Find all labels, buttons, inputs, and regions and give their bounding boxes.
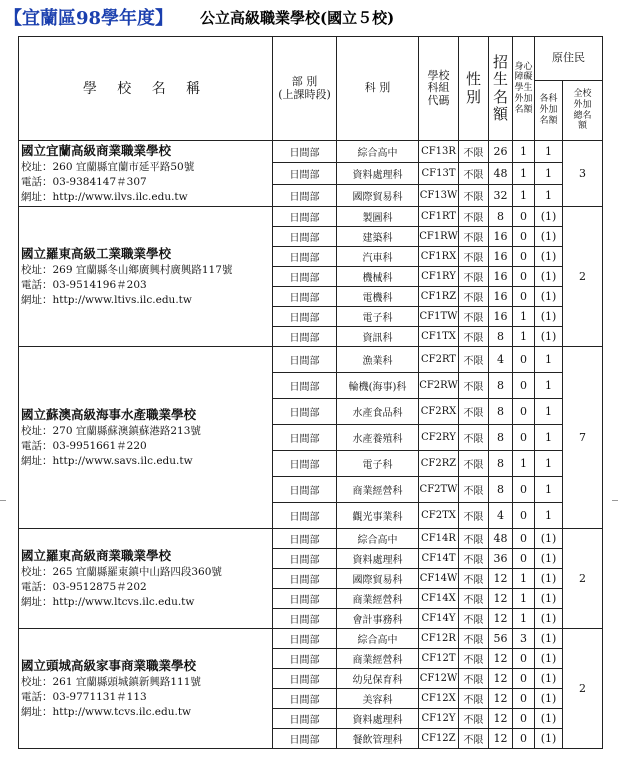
code-cell: CF2RW: [419, 373, 459, 399]
disabled-quota-cell: 0: [513, 399, 535, 425]
col-indigenous-group-header: 原住民: [535, 37, 603, 81]
code-cell: CF14W: [419, 569, 459, 589]
school-url[interactable]: 網址：http://www.ltivs.ilc.edu.tw: [21, 294, 192, 307]
gender-cell: 不限: [459, 669, 489, 689]
indigenous-quota-cell: 1: [535, 477, 563, 503]
col-indigenous-total-header: 全校外加總名額: [563, 81, 603, 141]
dept-cell: 輪機(海事)科: [337, 373, 419, 399]
school-address: 校址：270 宜蘭縣蘇澳鎮蘇港路213號: [21, 424, 201, 437]
school-info: [19, 207, 273, 347]
indigenous-quota-cell: (1): [535, 609, 563, 629]
school-info: [19, 141, 273, 207]
quota-cell: 8: [489, 451, 513, 477]
indigenous-quota-cell: 1: [535, 185, 563, 207]
gender-cell: 不限: [459, 327, 489, 347]
division-cell: 日間部: [273, 689, 337, 709]
division-cell: 日間部: [273, 267, 337, 287]
quota-cell: 4: [489, 503, 513, 529]
school-info: [19, 529, 273, 629]
code-cell: CF14X: [419, 589, 459, 609]
quota-cell: 56: [489, 629, 513, 649]
dept-cell: 綜合高中: [337, 141, 419, 163]
code-cell: CF2RT: [419, 347, 459, 373]
code-cell: CF2RZ: [419, 451, 459, 477]
dept-cell: 餐飲管理科: [337, 729, 419, 749]
indigenous-quota-cell: 1: [535, 503, 563, 529]
quota-cell: 8: [489, 207, 513, 227]
table-row: [19, 347, 603, 373]
dept-cell: 綜合高中: [337, 529, 419, 549]
gender-cell: 不限: [459, 425, 489, 451]
code-cell: CF12W: [419, 669, 459, 689]
col-indigenous-each-header: 各科外加名額: [535, 81, 563, 141]
division-cell: 日間部: [273, 609, 337, 629]
quota-cell: 12: [489, 589, 513, 609]
quota-cell: 16: [489, 247, 513, 267]
col-code-header: 學校科組代碼: [419, 37, 459, 141]
school-name: 國立頭城高級家事商業職業學校: [21, 657, 197, 673]
quota-cell: 12: [489, 729, 513, 749]
code-cell: CF2RX: [419, 399, 459, 425]
gender-cell: 不限: [459, 549, 489, 569]
school-indigenous-total: 3: [563, 141, 603, 207]
disabled-quota-cell: 0: [513, 207, 535, 227]
dept-cell: 國際貿易科: [337, 569, 419, 589]
gender-cell: 不限: [459, 477, 489, 503]
gender-cell: 不限: [459, 373, 489, 399]
indigenous-quota-cell: 1: [535, 347, 563, 373]
indigenous-quota-cell: 1: [535, 141, 563, 163]
col-quota-header: 招生名額: [489, 37, 513, 141]
code-cell: CF14Y: [419, 609, 459, 629]
division-cell: 日間部: [273, 287, 337, 307]
quota-cell: 48: [489, 163, 513, 185]
dept-cell: 商業經營科: [337, 477, 419, 503]
quota-cell: 36: [489, 549, 513, 569]
col-disabled-header: 身心障礙學生外加名額: [513, 37, 535, 141]
dept-cell: 電機科: [337, 287, 419, 307]
page-title: 公立高級職業學校(國立５校): [200, 9, 395, 27]
division-cell: 日間部: [273, 141, 337, 163]
indigenous-quota-cell: (1): [535, 649, 563, 669]
code-cell: CF2RY: [419, 425, 459, 451]
indigenous-quota-cell: (1): [535, 629, 563, 649]
disabled-quota-cell: 0: [513, 227, 535, 247]
division-cell: 日間部: [273, 163, 337, 185]
gender-cell: 不限: [459, 399, 489, 425]
dept-cell: 美容科: [337, 689, 419, 709]
disabled-quota-cell: 0: [513, 549, 535, 569]
indigenous-quota-cell: (1): [535, 307, 563, 327]
gender-cell: 不限: [459, 609, 489, 629]
school-phone: 電話：03-9771131＃113: [21, 690, 147, 703]
gender-cell: 不限: [459, 185, 489, 207]
gender-cell: 不限: [459, 649, 489, 669]
disabled-quota-cell: 0: [513, 373, 535, 399]
quota-cell: 12: [489, 649, 513, 669]
indigenous-quota-cell: (1): [535, 569, 563, 589]
code-cell: CF1RW: [419, 227, 459, 247]
quota-cell: 4: [489, 347, 513, 373]
dept-cell: 幼兒保育科: [337, 669, 419, 689]
indigenous-quota-cell: (1): [535, 709, 563, 729]
quota-cell: 48: [489, 529, 513, 549]
indigenous-quota-cell: 1: [535, 451, 563, 477]
division-cell: 日間部: [273, 247, 337, 267]
dept-cell: 資料處理科: [337, 709, 419, 729]
dept-cell: 電子科: [337, 307, 419, 327]
code-cell: CF12X: [419, 689, 459, 709]
disabled-quota-cell: 3: [513, 629, 535, 649]
dept-cell: 觀光事業科: [337, 503, 419, 529]
division-cell: 日間部: [273, 669, 337, 689]
gender-cell: 不限: [459, 347, 489, 373]
division-cell: 日間部: [273, 589, 337, 609]
quota-cell: 16: [489, 267, 513, 287]
disabled-quota-cell: 1: [513, 569, 535, 589]
division-cell: 日間部: [273, 347, 337, 373]
quota-cell: 8: [489, 425, 513, 451]
table-row: [19, 629, 603, 649]
school-name: 國立羅東高級工業職業學校: [21, 245, 172, 261]
disabled-quota-cell: 0: [513, 247, 535, 267]
quota-cell: 16: [489, 307, 513, 327]
dept-cell: 製圖科: [337, 207, 419, 227]
indigenous-quota-cell: 1: [535, 373, 563, 399]
gender-cell: 不限: [459, 709, 489, 729]
indigenous-quota-cell: (1): [535, 589, 563, 609]
indigenous-quota-cell: (1): [535, 267, 563, 287]
division-cell: 日間部: [273, 569, 337, 589]
disabled-quota-cell: 1: [513, 451, 535, 477]
indigenous-quota-cell: (1): [535, 287, 563, 307]
code-cell: CF1RT: [419, 207, 459, 227]
division-cell: 日間部: [273, 477, 337, 503]
code-cell: CF1TW: [419, 307, 459, 327]
code-cell: CF12Y: [419, 709, 459, 729]
gender-cell: 不限: [459, 247, 489, 267]
school-address: 校址：269 宜蘭縣冬山鄉廣興村廣興路117號: [21, 263, 233, 276]
dept-cell: 商業經營科: [337, 589, 419, 609]
code-cell: CF1RZ: [419, 287, 459, 307]
dept-cell: 機械科: [337, 267, 419, 287]
division-cell: 日間部: [273, 709, 337, 729]
dept-cell: 電子科: [337, 451, 419, 477]
quota-cell: 8: [489, 399, 513, 425]
quota-cell: 8: [489, 373, 513, 399]
disabled-quota-cell: 0: [513, 529, 535, 549]
dept-cell: 漁業科: [337, 347, 419, 373]
page-header: [0, 0, 618, 34]
code-cell: CF12R: [419, 629, 459, 649]
dept-cell: 商業經營科: [337, 649, 419, 669]
gender-cell: 不限: [459, 589, 489, 609]
school-url[interactable]: 網址：http://www.savs.ilc.edu.tw: [21, 455, 193, 468]
dept-cell: 資訊科: [337, 327, 419, 347]
gender-cell: 不限: [459, 503, 489, 529]
admissions-table: [18, 36, 603, 749]
region-year-title: 【宜蘭區98學年度】: [4, 8, 174, 29]
disabled-quota-cell: 0: [513, 689, 535, 709]
indigenous-quota-cell: (1): [535, 729, 563, 749]
code-cell: CF1RY: [419, 267, 459, 287]
gender-cell: 不限: [459, 267, 489, 287]
division-cell: 日間部: [273, 307, 337, 327]
school-phone: 電話：03-9512875＃202: [21, 580, 147, 593]
disabled-quota-cell: 1: [513, 141, 535, 163]
school-url[interactable]: 網址：http://www.tcvs.ilc.edu.tw: [21, 706, 192, 719]
disabled-quota-cell: 1: [513, 609, 535, 629]
division-cell: 日間部: [273, 629, 337, 649]
dept-cell: 水產食品科: [337, 399, 419, 425]
indigenous-quota-cell: (1): [535, 689, 563, 709]
school-phone: 電話：03-9514196＃203: [21, 278, 147, 291]
division-cell: 日間部: [273, 373, 337, 399]
school-indigenous-total: 2: [563, 207, 603, 347]
school-name: 國立羅東高級商業職業學校: [21, 547, 172, 563]
division-cell: 日間部: [273, 227, 337, 247]
col-dept-header: 科 別: [337, 37, 419, 141]
quota-cell: 12: [489, 569, 513, 589]
code-cell: CF1TX: [419, 327, 459, 347]
gender-cell: 不限: [459, 307, 489, 327]
quota-cell: 26: [489, 141, 513, 163]
disabled-quota-cell: 0: [513, 425, 535, 451]
division-cell: 日間部: [273, 529, 337, 549]
disabled-quota-cell: 1: [513, 327, 535, 347]
quota-cell: 16: [489, 287, 513, 307]
code-cell: CF12Z: [419, 729, 459, 749]
disabled-quota-cell: 0: [513, 729, 535, 749]
disabled-quota-cell: 1: [513, 185, 535, 207]
school-indigenous-total: 2: [563, 529, 603, 629]
division-cell: 日間部: [273, 649, 337, 669]
code-cell: CF2TW: [419, 477, 459, 503]
school-address: 校址：260 宜蘭縣宜蘭市延平路50號: [21, 160, 195, 173]
gender-cell: 不限: [459, 141, 489, 163]
indigenous-quota-cell: (1): [535, 529, 563, 549]
code-cell: CF1RX: [419, 247, 459, 267]
gender-cell: 不限: [459, 569, 489, 589]
quota-cell: 12: [489, 609, 513, 629]
gender-cell: 不限: [459, 163, 489, 185]
disabled-quota-cell: 1: [513, 307, 535, 327]
school-indigenous-total: 2: [563, 629, 603, 749]
school-phone: 電話：03-9384147＃307: [21, 175, 147, 188]
code-cell: CF2TX: [419, 503, 459, 529]
indigenous-quota-cell: 1: [535, 163, 563, 185]
dept-cell: 綜合高中: [337, 629, 419, 649]
quota-cell: 16: [489, 227, 513, 247]
school-address: 校址：265 宜蘭縣羅東鎮中山路四段360號: [21, 565, 222, 578]
code-cell: CF13T: [419, 163, 459, 185]
indigenous-quota-cell: (1): [535, 327, 563, 347]
disabled-quota-cell: 0: [513, 477, 535, 503]
table-row: [19, 529, 603, 549]
division-cell: 日間部: [273, 729, 337, 749]
header-row: [19, 37, 603, 81]
disabled-quota-cell: 0: [513, 669, 535, 689]
gender-cell: 不限: [459, 227, 489, 247]
school-url[interactable]: 網址：http://www.ilvs.ilc.edu.tw: [21, 191, 188, 204]
division-cell: 日間部: [273, 425, 337, 451]
gender-cell: 不限: [459, 729, 489, 749]
quota-cell: 8: [489, 327, 513, 347]
dept-cell: 國際貿易科: [337, 185, 419, 207]
disabled-quota-cell: 0: [513, 503, 535, 529]
quota-cell: 8: [489, 477, 513, 503]
indigenous-quota-cell: (1): [535, 247, 563, 267]
school-phone: 電話：03-9951661＃220: [21, 439, 147, 452]
quota-cell: 32: [489, 185, 513, 207]
gender-cell: 不限: [459, 529, 489, 549]
quota-cell: 12: [489, 669, 513, 689]
disabled-quota-cell: 1: [513, 589, 535, 609]
indigenous-quota-cell: (1): [535, 669, 563, 689]
gender-cell: 不限: [459, 207, 489, 227]
indigenous-quota-cell: (1): [535, 227, 563, 247]
school-info: [19, 347, 273, 529]
indigenous-quota-cell: 1: [535, 399, 563, 425]
school-url[interactable]: 網址：http://www.ltcvs.ilc.edu.tw: [21, 596, 195, 609]
division-cell: 日間部: [273, 327, 337, 347]
table-row: [19, 141, 603, 163]
dept-cell: 水產養殖科: [337, 425, 419, 451]
dept-cell: 建築科: [337, 227, 419, 247]
gender-cell: 不限: [459, 451, 489, 477]
code-cell: CF13R: [419, 141, 459, 163]
division-cell: 日間部: [273, 549, 337, 569]
code-cell: CF12T: [419, 649, 459, 669]
school-name: 國立宜蘭高級商業職業學校: [21, 142, 172, 158]
division-cell: 日間部: [273, 399, 337, 425]
col-school-header: 學 校 名 稱: [19, 37, 273, 141]
table-row: [19, 207, 603, 227]
division-cell: 日間部: [273, 503, 337, 529]
division-cell: 日間部: [273, 207, 337, 227]
indigenous-quota-cell: (1): [535, 207, 563, 227]
gender-cell: 不限: [459, 629, 489, 649]
col-gender-header: 性別: [459, 37, 489, 141]
disabled-quota-cell: 0: [513, 267, 535, 287]
school-indigenous-total: 7: [563, 347, 603, 529]
dept-cell: 資料處理科: [337, 549, 419, 569]
indigenous-quota-cell: (1): [535, 549, 563, 569]
code-cell: CF14T: [419, 549, 459, 569]
quota-cell: 12: [489, 709, 513, 729]
col-division-header: 部 別 (上課時段): [273, 37, 337, 141]
code-cell: CF13W: [419, 185, 459, 207]
disabled-quota-cell: 0: [513, 649, 535, 669]
right-edge-mark: [612, 500, 618, 501]
left-edge-mark: [0, 500, 6, 501]
disabled-quota-cell: 0: [513, 287, 535, 307]
school-address: 校址：261 宜蘭縣頭城鎮新興路111號: [21, 675, 201, 688]
division-cell: 日間部: [273, 185, 337, 207]
disabled-quota-cell: 1: [513, 163, 535, 185]
school-info: [19, 629, 273, 749]
disabled-quota-cell: 0: [513, 347, 535, 373]
code-cell: CF14R: [419, 529, 459, 549]
gender-cell: 不限: [459, 689, 489, 709]
gender-cell: 不限: [459, 287, 489, 307]
school-name: 國立蘇澳高級海事水產職業學校: [21, 406, 197, 422]
division-cell: 日間部: [273, 451, 337, 477]
disabled-quota-cell: 0: [513, 709, 535, 729]
indigenous-quota-cell: 1: [535, 425, 563, 451]
dept-cell: 會計事務科: [337, 609, 419, 629]
dept-cell: 資料處理科: [337, 163, 419, 185]
dept-cell: 汽車科: [337, 247, 419, 267]
quota-cell: 12: [489, 689, 513, 709]
